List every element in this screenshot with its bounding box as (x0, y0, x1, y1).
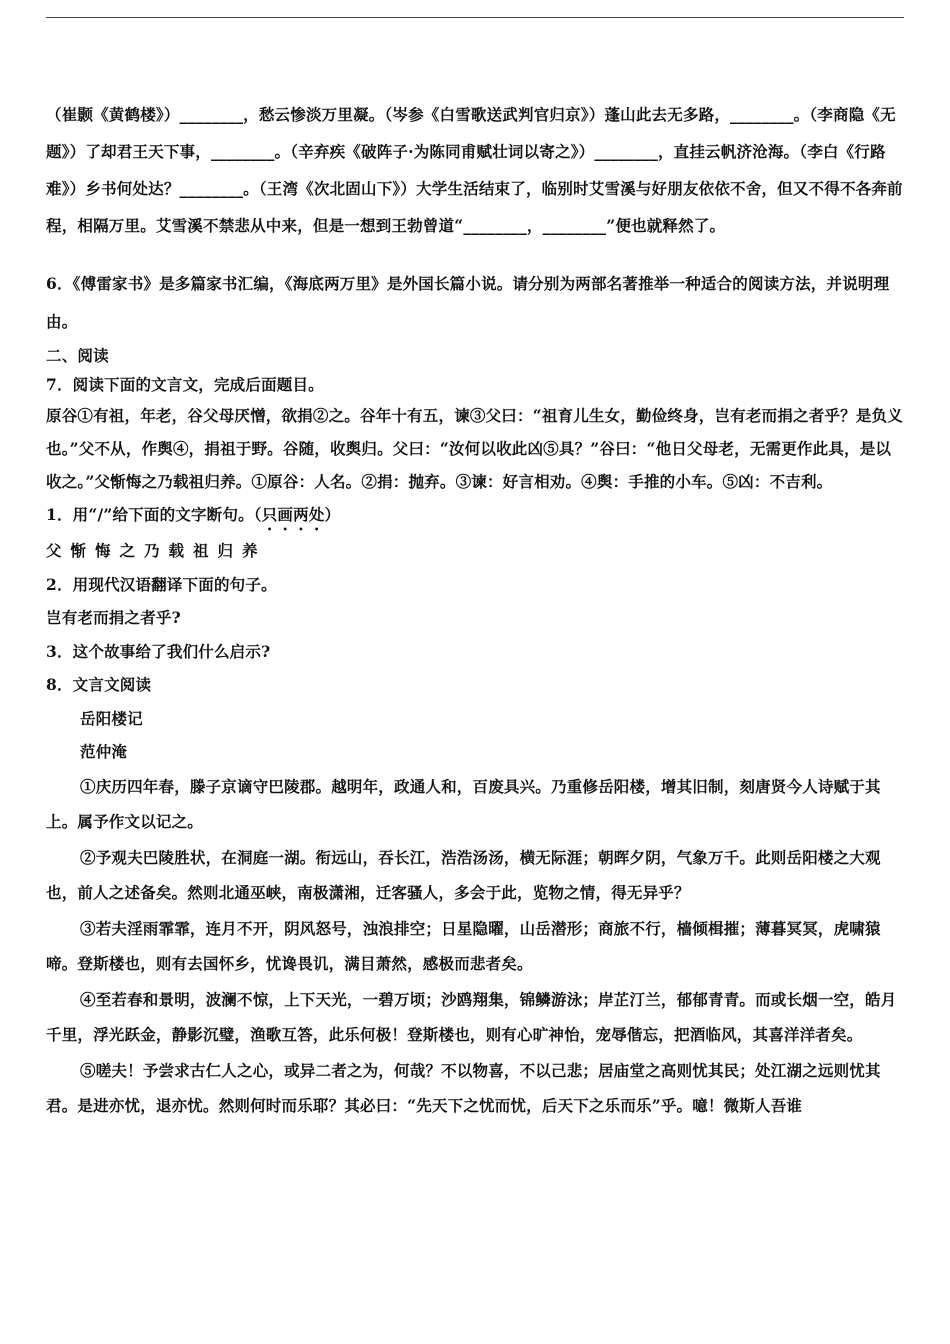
header-rule (46, 17, 904, 18)
question-7-1-prompt: 1．用“/”给下面的文字断句。（ (46, 505, 262, 524)
question-6: 6．《傅雷家书》是多篇家书汇编，《海底两万里》是外国长篇小说。请分别为两部名著推举一种适合的阅读方法，并说明理由。 (46, 274, 890, 331)
question-7-2-sentence: 岂有老而捐之者乎? (46, 608, 181, 627)
question-7-1-emphasis: 只画两处 (261, 505, 325, 524)
passage-title: 岳阳楼记 (80, 708, 143, 728)
exam-page (46, 96, 906, 1124)
question-8: 8．文言文阅读 (46, 675, 152, 694)
section-reading-heading: 二、阅读 (46, 346, 109, 365)
question-7-1-close: ） (324, 505, 341, 524)
passage-paragraph-1: ①庆历四年春，滕子京谪守巴陵郡。越明年，政通人和，百废具兴。乃重修岳阳楼，增其旧制，刻唐贤今人诗赋于其上。属予作文以记之。 (46, 776, 881, 831)
passage-paragraph-2: ②予观夫巴陵胜状，在洞庭一湖。衔远山，吞长江，浩浩汤汤，横无际涯；朝晖夕阴，气象万千。此则岳阳楼之大观也，前人之述备矣。然则北通巫峡，南极潇湘，迁客骚人，多会于此，览物之情，得无异乎？ (46, 847, 881, 902)
question-7-1-sentence: 父惭悔之乃载祖归养 (46, 541, 267, 560)
passage-paragraph-3: ③若夫淫雨霏霏，连月不开，阴风怒号，浊浪排空；日星隐曜，山岳潜形；商旅不行，樯倾楫摧；薄暮冥冥，虎啸猿啼。登斯楼也，则有去国怀乡，忧谗畏讥，满目萧然，感极而悲者矣。 (46, 918, 881, 973)
question-7-2: 2．用现代汉语翻译下面的句子。 (46, 574, 277, 594)
question-7-3: 3．这个故事给了我们什么启示? (46, 641, 271, 661)
fill-in-blank-passage: （崔颢《黄鹤楼》）________，愁云惨淡万里凝。（岑参《白雪歌送武判官归京》）蓬山此去无多路，________。（李商隐《无题》）了却君王天下事，________。（辛弃疾《破阵子·为陈同甫赋壮词以寄之》）________，直挂云帆济沧海。（李白《行路难》）乡书何处达？________。（王湾《次北固山下》）大学生活结束了，临别时艾雪溪与好朋友依依不舍，但又不得不各奔前程，相隔万里。艾雪溪不禁悲从中来，但是一想到王勃曾道“________，________”便也就释然了。 (46, 105, 903, 235)
question-7-1 (46, 498, 906, 534)
passage-paragraph-5: ⑤嗟夫！予尝求古仁人之心，或异二者之为，何哉？不以物喜，不以己悲；居庙堂之高则忧其民；处江湖之远则忧其君。是进亦忧，退亦忧。然则何时而乐耶？其必曰：“先天下之忧而忧，后天下之乐而乐”乎。噫！微斯人吾谁 (46, 1060, 881, 1115)
question-7-passage: 原谷①有祖，年老，谷父母厌憎，欲捐②之。谷年十有五，谏③父曰：“祖育儿生女，勤俭终身，岂有老而捐之者乎？是负义也。”父不从，作舆④，捐祖于野。谷随，收舆归。父曰：“汝何以收此凶⑤具？”谷曰：“他日父母老，无需更作此具，是以收之。”父惭悔之乃载祖归养。①原谷：人名。②捐：抛弃。③谏：好言相劝。④舆：手推的小车。⑤凶：不吉利。 (46, 406, 903, 491)
passage-author: 范仲淹 (80, 742, 128, 761)
question-7: 7．阅读下面的文言文，完成后面题目。 (46, 375, 324, 394)
passage-paragraph-4: ④至若春和景明，波澜不惊，上下天光，一碧万顷；沙鸥翔集，锦鳞游泳；岸芷汀兰，郁郁青青。而或长烟一空，皓月千里，浮光跃金，静影沉璧，渔歌互答，此乐何极！登斯楼也，则有心旷神怡，宠辱偕忘，把酒临风，其喜洋洋者矣。 (46, 989, 897, 1044)
